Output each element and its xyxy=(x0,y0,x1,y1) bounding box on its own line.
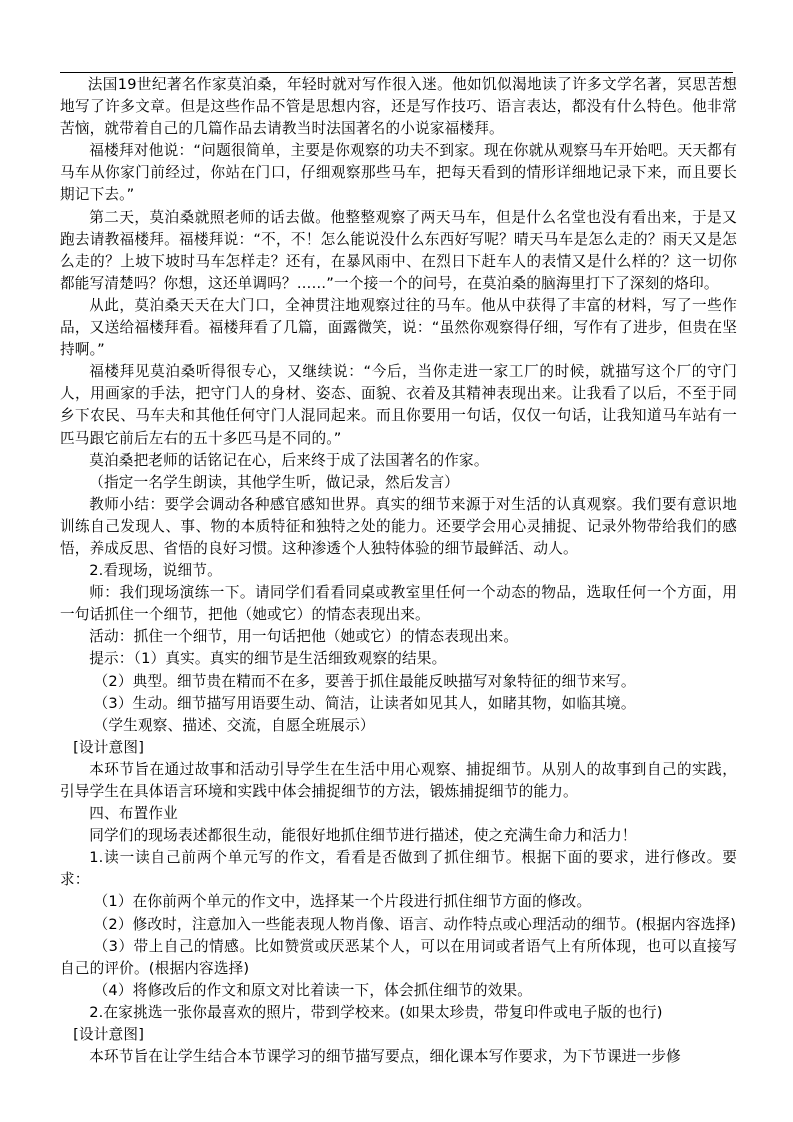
paragraph: 本环节旨在让学生结合本节课学习的细节描写要点，细化课本写作要求，为下节课进一步修 xyxy=(89,1048,681,1066)
paragraph: 福楼拜对他说：“问题很简单，主要是你观察的功夫不到家。现在你就从观察马车开始吧。天天都有马车从你家门前经过，你站在门口，仔细观察那些马车，把每天看到的情形详细地记录下来，而且要长期记下去。” xyxy=(60,142,737,204)
header-rule xyxy=(60,72,733,73)
paragraph: 1.读一读自己前两个单元写的作文，看看是否做到了抓住细节。根据下面的要求，进行修改。要求： xyxy=(60,849,737,889)
section-heading: 2.看现场，说细节。 xyxy=(89,562,222,580)
paragraph: 法国19世纪著名作家莫泊桑，年轻时就对写作很入迷。他如饥似渴地读了许多文学名著，冥思苦想地写了许多文章。但是这些作品不管是思想内容，还是写作技巧、语言表达，都没有什么特色。他非常苦恼，就带着自己的几篇作品去请教当时法国著名的小说家福楼拜。 xyxy=(60,76,737,138)
list-item: （1）在你前两个单元的作文中，选择某一个片段进行抓住细节方面的修改。 xyxy=(93,893,592,911)
paragraph: （指定一名学生朗读，其他学生听，做记录，然后发言） xyxy=(89,473,460,491)
paragraph: 同学们的现场表述都很生动，能很好地抓住细节进行描述，使之充满生命力和活力！ xyxy=(89,827,637,845)
list-item: （2）典型。细节贵在精而不在多，要善于抓住最能反映描写对象特征的细节来写。 xyxy=(93,672,636,690)
design-intent-label: [设计意图] xyxy=(73,1026,145,1044)
paragraph: 教师小结：要学会调动各种感官感知世界。真实的细节来源于对生活的认真观察。我们要有意识地训练自己发现人、事、物的本质特征和独特之处的能力。还要学会用心灵捕捉、记录外物带给我们的感悟，养成反思、省悟的良好习惯。这种渗透个人独特体验的细节最鲜活、动人。 xyxy=(60,495,737,557)
list-item: （3）带上自己的情感。比如赞赏或厌恶某个人，可以在用词或者语气上有所体现，也可以直接写自己的评价。(根据内容选择) xyxy=(60,937,737,977)
section-heading: 四、布置作业 xyxy=(89,805,178,823)
paragraph: 本环节旨在通过故事和活动引导学生在生活中用心观察、捕捉细节。从别人的故事到自己的实践，引导学生在具体语言环境和实践中体会捕捉细节的方法，锻炼捕捉细节的能力。 xyxy=(60,760,737,800)
paragraph: 第二天，莫泊桑就照老师的话去做。他整整观察了两天马车，但是什么名堂也没有看出来，于是又跑去请教福楼拜。福楼拜说：“不，不！怎么能说没什么东西好写呢？晴天马车是怎么走的？雨天又是怎么走的？上坡下坡时马车怎样走？还有，在暴风雨中、在烈日下赶车人的表情又是什么样的？这一切你都能写清楚吗？你想，这还单调吗？……”一个接一个的问号，在莫泊桑的脑海里打下了深刻的烙印。 xyxy=(60,208,737,292)
paragraph: 2.在家挑选一张你最喜欢的照片，带到学校来。(如果太珍贵，带复印件或电子版的也行) xyxy=(89,1003,663,1021)
paragraph: 活动：抓住一个细节，用一句话把他（她或它）的情态表现出来。 xyxy=(89,628,519,646)
paragraph: 莫泊桑把老师的话铭记在心，后来终于成了法国著名的作家。 xyxy=(89,451,489,469)
design-intent-label: [设计意图] xyxy=(73,738,145,756)
paragraph: 师：我们现场演练一下。请同学们看看同桌或教室里任何一个动态的物品，选取任何一个方面，用一句话抓住一个细节，把他（她或它）的情态表现出来。 xyxy=(60,584,737,624)
paragraph: 提示：（1）真实。真实的细节是生活细致观察的结果。 xyxy=(89,650,447,668)
document-body xyxy=(60,74,737,1068)
list-item: （2）修改时，注意加入一些能表现人物肖像、语言、动作特点或心理活动的细节。(根据内容选择) xyxy=(93,915,737,933)
list-item: （4）将修改后的作文和原文对比着读一下，体会抓住细节的效果。 xyxy=(93,981,533,999)
paragraph: 福楼拜见莫泊桑听得很专心，又继续说：“今后，当你走进一家工厂的时候，就描写这个厂的守门人，用画家的手法，把守门人的身材、姿态、面貌、衣着及其精神表现出来。让我看了以后，不至于同乡下农民、马车夫和其他任何守门人混同起来。而且你要用一句话，仅仅一句话，让我知道马车站有一匹马跟它前后左右的五十多匹马是不同的。” xyxy=(60,363,737,447)
paragraph: 从此，莫泊桑天天在大门口，全神贯注地观察过往的马车。他从中获得了丰富的材料，写了一些作品，又送给福楼拜看。福楼拜看了几篇，面露微笑，说：“虽然你观察得仔细，写作有了进步，但贵在坚持啊。” xyxy=(60,296,737,359)
paragraph: （学生观察、描述、交流，自愿全班展示） xyxy=(93,716,375,734)
list-item: （3）生动。细节描写用语要生动、简洁，让读者如见其人，如睹其物，如临其境。 xyxy=(93,694,636,712)
